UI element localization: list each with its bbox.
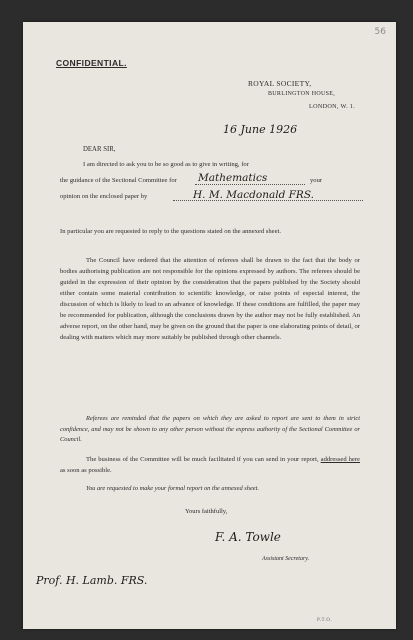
address-line-2: BURLINGTON HOUSE,: [268, 91, 335, 97]
intro-line-2: the guidance of the Sectional Committee for: [60, 177, 177, 184]
signature: F. A. Towle: [215, 530, 281, 544]
business-text-2: as soon as possible.: [60, 467, 112, 474]
letter-page: [23, 22, 396, 629]
intro-line-2-end: your: [310, 177, 323, 184]
handwritten-date: 16 June 1926: [223, 123, 298, 136]
addressed-here: addressed here: [320, 456, 360, 463]
signatory-role: Assistant Secretary.: [262, 556, 310, 562]
paragraph-council: The Council have ordered that the attention of referees shall be drawn to the fact that the body or bodies authorising publication are not responsible for the opinions expressed by authors. The referees should be guided in the expression of their opinion by the consideration that the papers published by the Society should either contain some material contribution to scientific knowledge, or raise points of especial interest, the discussion of which is likely to lead to an advance of knowledge. If these conditions are fulfilled, the paper may be recommended for publication, although the conclusions drawn by the author may not be fully established. An adverse report, on the other hand, may be given on the ground that the paper is one elaborating points of detail, or dealing with matters which may more suitably be published through other channels.: [60, 257, 360, 341]
page-number: 56: [374, 27, 386, 37]
pto-mark: P.T.O.: [317, 618, 333, 623]
paragraph-referees: Referees are reminded that the papers on which they are asked to report are sent to them in strict confidence, and may not be shown to any other person without the express authority of the Sectional Committee or Council.: [60, 415, 360, 443]
handwritten-paper-author: H. M. Macdonald FRS.: [193, 189, 314, 201]
paragraph-business: [60, 454, 360, 476]
intro-line-3: opinion on the enclosed paper by: [60, 193, 148, 200]
paragraph-formal: You are requested to make your formal report on the annexed sheet.: [86, 485, 259, 492]
address-line-3: LONDON, W. 1.: [309, 103, 356, 110]
intro-line-1: I am directed to ask you to be so good as to give in writing, for: [83, 161, 249, 168]
salutation: DEAR SIR,: [83, 146, 116, 153]
business-text-1: The business of the Committee will be much facilitated if you can send in your report,: [86, 456, 319, 463]
handwritten-addressee: Prof. H. Lamb. FRS.: [36, 574, 148, 587]
address-line-1: ROYAL SOCIETY,: [248, 79, 312, 88]
closing: Yours faithfully,: [185, 508, 228, 515]
committee-blank: [195, 184, 305, 185]
handwritten-committee: Mathematics: [198, 172, 268, 184]
paragraph-particular: In particular you are requested to reply to the questions stated on the annexed sheet.: [60, 228, 282, 235]
confidential-heading: CONFIDENTIAL.: [56, 58, 127, 68]
